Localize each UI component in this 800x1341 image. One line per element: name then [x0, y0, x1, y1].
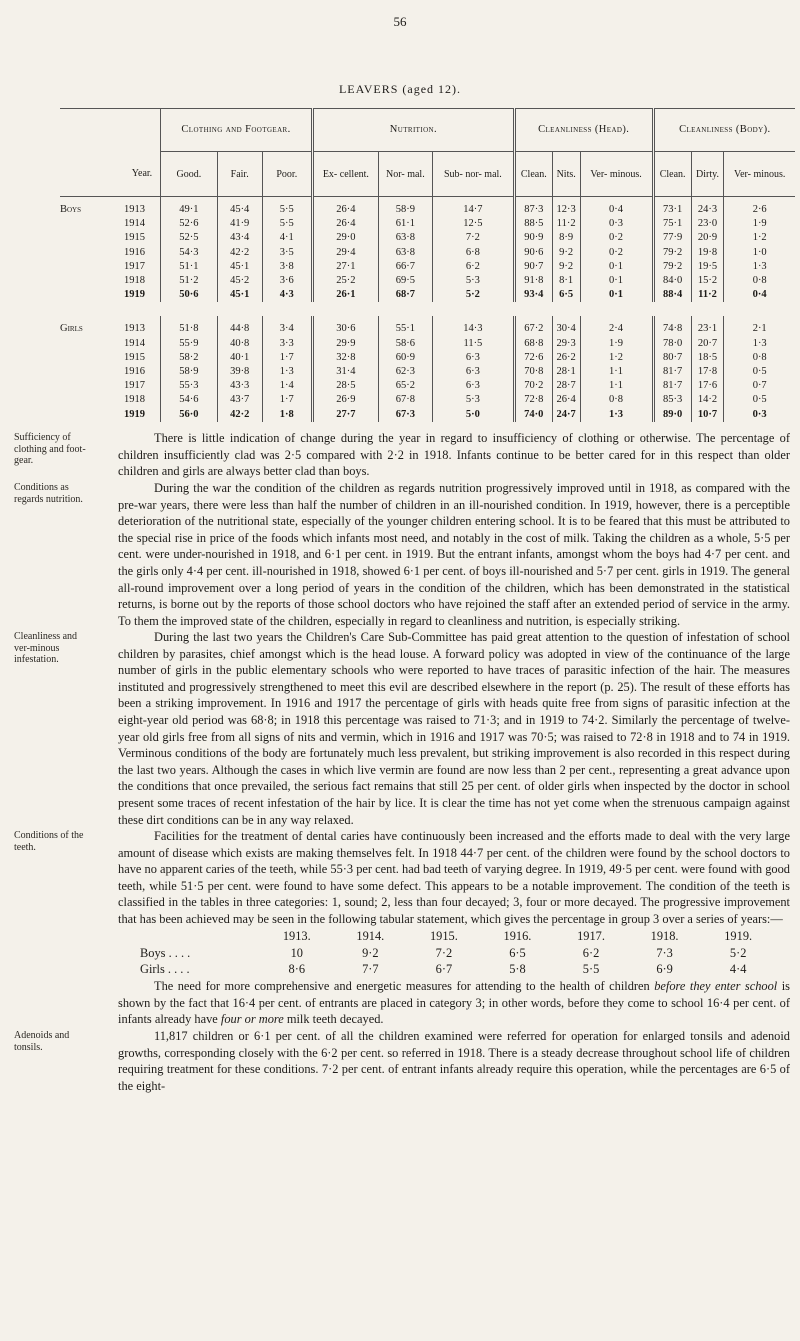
value-cell: 45·2: [217, 274, 262, 288]
year-cell: 1914: [124, 218, 145, 230]
column-header-fair: Fair.: [217, 152, 262, 197]
value-cell: 0·2: [580, 231, 653, 245]
value-cell: 51·8: [161, 316, 218, 336]
teeth-value-cell: 6·5: [509, 945, 526, 960]
margin-note-clothing: Sufficiency of clothing and foot-gear.: [14, 432, 86, 466]
emphasis-span: before they enter school: [654, 979, 778, 993]
value-cell: 29·0: [313, 231, 379, 245]
value-cell: 11·2: [691, 288, 724, 302]
value-cell: 70·2: [514, 379, 552, 393]
value-cell: 87·3: [514, 197, 552, 218]
value-cell: 20·7: [691, 337, 724, 351]
value-cell: 5·2: [432, 288, 514, 302]
corner-cell: [60, 109, 161, 152]
table-title: LEAVERS (aged 12).: [338, 82, 462, 96]
value-cell: 27·7: [313, 408, 379, 422]
text-span: milk teeth decayed.: [283, 1012, 384, 1027]
value-cell: 28·5: [313, 379, 379, 393]
teeth-value-cell: 5·8: [509, 962, 526, 977]
value-cell: 28·7: [552, 379, 580, 393]
section-spacer: [60, 302, 795, 316]
value-cell: 68·8: [514, 337, 552, 351]
table-row: [60, 260, 795, 274]
value-cell: 90·7: [514, 260, 552, 274]
row-group-blank: [60, 217, 124, 231]
teeth-year-header: 1915.: [429, 929, 458, 943]
year-cell: 1916: [124, 246, 145, 258]
row-group-blank: [60, 337, 124, 351]
paragraph-entrants: [118, 978, 790, 1028]
value-cell: 45·1: [217, 260, 262, 274]
value-cell: 45·1: [217, 288, 262, 302]
year-cell: 1913: [124, 204, 145, 215]
teeth-value-cell: 4·4: [729, 962, 747, 977]
value-cell: 3·6: [262, 274, 312, 288]
column-header-year: Year.: [124, 152, 161, 197]
teeth-value-cell: 9·2: [362, 945, 379, 960]
column-header-good: Good.: [161, 152, 218, 197]
value-cell: 6·3: [432, 365, 514, 379]
year-cell: 1919: [124, 289, 145, 301]
group-header-nutrition: Nutrition.: [313, 109, 515, 152]
value-cell: 24·3: [691, 197, 724, 218]
value-cell: 4·3: [262, 288, 312, 302]
row-group-blank: [60, 408, 124, 422]
teeth-corner-cell: [140, 928, 260, 945]
value-cell: 26·1: [313, 288, 379, 302]
value-cell: 91·8: [514, 274, 552, 288]
teeth-year-header: 1914.: [356, 929, 385, 943]
leavers-table: [60, 108, 795, 422]
value-cell: 11·2: [552, 217, 580, 231]
value-cell: 6·8: [432, 246, 514, 260]
value-cell: 1·9: [580, 337, 653, 351]
page-number: 56: [393, 14, 407, 29]
teeth-row-label: Girls . . . .: [140, 962, 190, 977]
table-row: [60, 316, 795, 336]
teeth-value-cell: 7·2: [435, 945, 453, 960]
value-cell: 4·1: [262, 231, 312, 245]
value-cell: 51·1: [161, 260, 218, 274]
teeth-value-cell: 7·7: [362, 962, 379, 977]
value-cell: 28·1: [552, 365, 580, 379]
text-span: is shown by the fact that 16·4 per cent. of entrants are placed in category 3; in other words, before they come to school 16·4 per cent. of infants already have: [118, 979, 790, 1027]
table-row: [60, 351, 795, 365]
group-header-body: Cleanliness (Body).: [653, 109, 795, 152]
value-cell: 26·4: [552, 393, 580, 407]
value-cell: 50·6: [161, 288, 218, 302]
teeth-year-header: 1919.: [724, 929, 753, 943]
value-cell: 29·9: [313, 337, 379, 351]
value-cell: 80·7: [653, 351, 691, 365]
value-cell: 26·4: [313, 217, 379, 231]
row-group-blank: [60, 231, 124, 245]
value-cell: 43·3: [217, 379, 262, 393]
margin-note-cleanliness: Cleanliness and ver-minous infestation.: [14, 631, 78, 665]
value-cell: 78·0: [653, 337, 691, 351]
group-header-head: Cleanliness (Head).: [514, 109, 653, 152]
value-cell: 58·9: [161, 365, 218, 379]
column-header-dirty: Dirty.: [691, 152, 724, 197]
year-cell: 1915: [124, 351, 145, 363]
value-cell: 5·0: [432, 408, 514, 422]
value-cell: 61·1: [378, 217, 432, 231]
teeth-year-header: 1913.: [282, 929, 311, 943]
value-cell: 12·3: [552, 197, 580, 218]
value-cell: 1·2: [724, 231, 795, 245]
value-cell: 72·8: [514, 393, 552, 407]
value-cell: 5·3: [432, 393, 514, 407]
year-cell: 1913: [124, 323, 145, 335]
value-cell: 43·7: [217, 393, 262, 407]
value-cell: 23·1: [691, 316, 724, 336]
value-cell: 1·4: [262, 379, 312, 393]
year-cell: 1919: [124, 408, 145, 420]
value-cell: 1·9: [724, 217, 795, 231]
row-group-blank: [60, 393, 124, 407]
value-cell: 41·9: [217, 217, 262, 231]
value-cell: 55·3: [161, 379, 218, 393]
value-cell: 74·0: [514, 408, 552, 422]
value-cell: 3·8: [262, 260, 312, 274]
table-body: [60, 197, 795, 422]
value-cell: 0·2: [580, 246, 653, 260]
value-cell: 40·1: [217, 351, 262, 365]
column-header-poor: Poor.: [262, 152, 312, 197]
value-cell: 0·1: [580, 274, 653, 288]
teeth-row: [140, 945, 775, 962]
teeth-value-cell: 6·9: [656, 962, 673, 977]
value-cell: 90·9: [514, 231, 552, 245]
value-cell: 0·8: [724, 274, 795, 288]
value-cell: 69·5: [378, 274, 432, 288]
teeth-value-cell: 10: [290, 945, 303, 960]
year-cell: 1917: [124, 260, 145, 272]
value-cell: 45·4: [217, 197, 262, 218]
value-cell: 0·1: [580, 260, 653, 274]
value-cell: 3·3: [262, 337, 312, 351]
value-cell: 8·1: [552, 274, 580, 288]
column-header-body-clean: Clean.: [653, 152, 691, 197]
value-cell: 90·6: [514, 246, 552, 260]
value-cell: 30·4: [552, 316, 580, 336]
text-span: The need for more comprehensive and energetic measures for attending to the health of children: [154, 979, 655, 993]
value-cell: 1·3: [580, 408, 653, 422]
emphasis-span: four or more: [220, 1012, 284, 1027]
value-cell: 14·7: [432, 197, 514, 218]
table-row: [60, 197, 795, 218]
value-cell: 1·7: [262, 351, 312, 365]
value-cell: 74·8: [653, 316, 691, 336]
value-cell: 85·3: [653, 393, 691, 407]
row-group-blank: [60, 379, 124, 393]
table-row: [60, 246, 795, 260]
year-cell: 1918: [124, 275, 145, 287]
value-cell: 67·8: [378, 393, 432, 407]
value-cell: 2·6: [724, 197, 795, 218]
year-cell: 1917: [124, 380, 145, 392]
value-cell: 40·8: [217, 337, 262, 351]
table-row: [60, 231, 795, 245]
table-row: [60, 337, 795, 351]
value-cell: 32·8: [313, 351, 379, 365]
value-cell: 5·5: [262, 197, 312, 218]
value-cell: 6·2: [432, 260, 514, 274]
value-cell: 70·8: [514, 365, 552, 379]
value-cell: 52·5: [161, 231, 218, 245]
column-header-normal: Nor- mal.: [378, 152, 432, 197]
teeth-row: [140, 961, 775, 978]
value-cell: 81·7: [653, 379, 691, 393]
year-cell: 1914: [124, 337, 145, 349]
value-cell: 17·8: [691, 365, 724, 379]
table-row: [60, 217, 795, 231]
value-cell: 18·5: [691, 351, 724, 365]
row-group-blank: [60, 351, 124, 365]
value-cell: 27·1: [313, 260, 379, 274]
value-cell: 26·2: [552, 351, 580, 365]
value-cell: 55·1: [378, 316, 432, 336]
value-cell: 79·2: [653, 260, 691, 274]
teeth-row-label: Boys . . . .: [140, 945, 191, 960]
table-row: [60, 274, 795, 288]
table-row: [60, 379, 795, 393]
value-cell: 10·7: [691, 408, 724, 422]
value-cell: 79·2: [653, 246, 691, 260]
table-row: [60, 365, 795, 379]
value-cell: 17·6: [691, 379, 724, 393]
value-cell: 3·4: [262, 316, 312, 336]
value-cell: 31·4: [313, 365, 379, 379]
value-cell: 60·9: [378, 351, 432, 365]
paragraph-teeth: Facilities for the treatment of dental caries have continuously been increased and the efforts made to deal with the very large amount of disease which exists are making themselves felt. In 1918 44·7 per cent. of the children were found by the school doctors to have no apparent caries of the teeth, while 55·3 per cent. had bad teeth of varying degree. In 1919, 49·5 per cent. were found with good teeth, while 51·5 per cent. were found to have some defect. This appears to be a notable improvement. The condition of the teeth is classified in the tables in three categories: 1, sound; 2, less than four decayed; 3, four or more decayed. The progressive improvement that has been achieved may be seen in the following tabular statement, which gives the percentage in group 3 over a series of years:—: [118, 829, 790, 926]
teeth-value-cell: 8·6: [288, 962, 306, 977]
row-group-blank: [60, 260, 124, 274]
value-cell: 0·3: [580, 217, 653, 231]
paragraph-nutrition: During the war the condition of the children as regards nutrition progressively improved until in 1918, as compared with the pre-war years, there were less than half the number of children in an ill-nourished condition. In 1919, however, there is a perceptible deterioration of the nutritional state, especially of the younger children entering school. It is to be feared that this must be attributed to the special rise in price of the foods which infants most need, and notably in the cost of milk. Taking the children as a whole, 5·5 per cent. were under-nourished in 1918, and 6·1 per cent. in 1919. But the entrant infants, amongst whom the boys had 4·7 per cent. and the girls only 4·4 per cent. ill-nourished in 1918, showed 6·1 per cent. of boys ill-nourished and 5·7 per cent. girls in 1919. The general all-round improvement over a long period of years in the condition of the children, which has been demonstrated in the statistical returns, is borne out by the reports of those school doctors who have rejoined the staff after an extended period of service in the army. To them the improved state of the children, especially in regard to cleanliness and nutrition, is especially striking.: [118, 481, 790, 628]
teeth-value-cell: 6·7: [435, 962, 453, 977]
value-cell: 89·0: [653, 408, 691, 422]
teeth-year-header: 1917.: [577, 929, 605, 943]
value-cell: 1·3: [724, 260, 795, 274]
value-cell: 77·9: [653, 231, 691, 245]
paragraph-adenoids: 11,817 children or 6·1 per cent. of all the children examined were referred for operation for enlarged tonsils and adenoid growths, corresponding closely with the 6·2 per cent. so referred in 1918. There is a steady decrease throughout school life of children requiring treatment for these conditions. 7·2 per cent. of entrant infants already require this operation, while the percentages are 6·5 of the eight-: [118, 1029, 790, 1093]
teeth-year-header: 1918.: [650, 929, 679, 943]
value-cell: 30·6: [313, 316, 379, 336]
value-cell: 19·8: [691, 246, 724, 260]
value-cell: 5·5: [262, 217, 312, 231]
value-cell: 73·1: [653, 197, 691, 218]
row-group-blank: [60, 246, 124, 260]
value-cell: 19·5: [691, 260, 724, 274]
value-cell: 42·2: [217, 408, 262, 422]
column-header-blank: [60, 152, 124, 197]
row-group-label: Girls: [60, 323, 83, 335]
value-cell: 0·8: [580, 393, 653, 407]
paragraph-cleanliness: During the last two years the Children's Care Sub-Committee has paid great attention to the question of infestation of school children by parasites, chief amongst which is the head louse. A forward policy was adopted in view of the continuance of the large number of girls in the public elementary schools who were reported to have traces of parasitic infection of the hair. The measures instituted and progressively strengthened to meet this evil are described elsewhere in the report (p. 25). The result of these efforts has been a striking improvement. In 1916 and 1917 the percentage of girls with heads quite free from signs of parasitic infection at the eight-year old period was 68·8; in 1918 this percentage was raised to 71·3; and in 1919 to 74·2. Similarly the percentage of twelve-year old girls free from all signs of nits and vermin, which in 1916 and 1917 was 70·5; was raised to 72·8 in 1918 and to 74 in 1919. Verminous conditions of the body are fortunately much less prevalent, but striking improvement is also recorded in this respect during the last two years. Although the cases in which live vermin are found are now less than 2 per cent., representing a great advance upon the conditions that once prevailed, the serious fact remains that still 25 per cent. of older girls when inspected by the doctor in school present some traces of recent infestation of the hair by lice. It is clear the time has not yet come when the strenuous campaign against these dirt conditions can be in any way relaxed.: [118, 630, 790, 827]
column-header-body-verminous: Ver- minous.: [724, 152, 795, 197]
value-cell: 0·5: [724, 365, 795, 379]
value-cell: 1·7: [262, 393, 312, 407]
row-group-blank: [60, 365, 124, 379]
column-header-excellent: Ex- cellent.: [313, 152, 379, 197]
spacer-cell: [60, 302, 795, 316]
value-cell: 14·3: [432, 316, 514, 336]
value-cell: 68·7: [378, 288, 432, 302]
value-cell: 66·7: [378, 260, 432, 274]
value-cell: 43·4: [217, 231, 262, 245]
value-cell: 23·0: [691, 217, 724, 231]
table-row: [60, 288, 795, 302]
column-header-head-clean: Clean.: [514, 152, 552, 197]
teeth-header-row: [140, 928, 775, 945]
value-cell: 1·3: [724, 337, 795, 351]
value-cell: 63·8: [378, 246, 432, 260]
value-cell: 24·7: [552, 408, 580, 422]
value-cell: 25·2: [313, 274, 379, 288]
value-cell: 52·6: [161, 217, 218, 231]
value-cell: 1·3: [262, 365, 312, 379]
value-cell: 62·3: [378, 365, 432, 379]
value-cell: 1·1: [580, 365, 653, 379]
value-cell: 6·5: [552, 288, 580, 302]
value-cell: 88·5: [514, 217, 552, 231]
value-cell: 14·2: [691, 393, 724, 407]
value-cell: 56·0: [161, 408, 218, 422]
value-cell: 0·3: [724, 408, 795, 422]
value-cell: 58·6: [378, 337, 432, 351]
group-header-clothing: Clothing and Footgear.: [161, 109, 313, 152]
value-cell: 72·6: [514, 351, 552, 365]
value-cell: 0·1: [580, 288, 653, 302]
value-cell: 0·7: [724, 379, 795, 393]
value-cell: 20·9: [691, 231, 724, 245]
value-cell: 3·5: [262, 246, 312, 260]
value-cell: 58·9: [378, 197, 432, 218]
value-cell: 54·6: [161, 393, 218, 407]
table-row: [60, 408, 795, 422]
year-cell: 1915: [124, 232, 145, 244]
value-cell: 26·9: [313, 393, 379, 407]
value-cell: 67·3: [378, 408, 432, 422]
value-cell: 12·5: [432, 217, 514, 231]
value-cell: 8·9: [552, 231, 580, 245]
value-cell: 39·8: [217, 365, 262, 379]
value-cell: 26·4: [313, 197, 379, 218]
value-cell: 2·4: [580, 316, 653, 336]
year-cell: 1918: [124, 394, 145, 406]
value-cell: 54·3: [161, 246, 218, 260]
teeth-table: [140, 928, 775, 978]
value-cell: 49·1: [161, 197, 218, 218]
value-cell: 11·5: [432, 337, 514, 351]
value-cell: 2·1: [724, 316, 795, 336]
teeth-value-cell: 5·2: [729, 945, 747, 960]
margin-note-nutrition: Conditions as regards nutrition.: [14, 482, 83, 505]
value-cell: 1·2: [580, 351, 653, 365]
value-cell: 0·4: [580, 197, 653, 218]
value-cell: 55·9: [161, 337, 218, 351]
teeth-value-cell: 7·3: [656, 945, 673, 960]
value-cell: 7·2: [432, 231, 514, 245]
column-header-nits: Nits.: [552, 152, 580, 197]
value-cell: 0·8: [724, 351, 795, 365]
row-group-blank: [60, 288, 124, 302]
column-header-head-verminous: Ver- minous.: [580, 152, 653, 197]
value-cell: 63·8: [378, 231, 432, 245]
value-cell: 1·0: [724, 246, 795, 260]
value-cell: 93·4: [514, 288, 552, 302]
value-cell: 29·3: [552, 337, 580, 351]
teeth-year-header: 1916.: [503, 929, 532, 943]
value-cell: 0·5: [724, 393, 795, 407]
column-header-subnormal: Sub- nor- mal.: [432, 152, 514, 197]
value-cell: 1·1: [580, 379, 653, 393]
margin-note-adenoids: Adenoids and tonsils.: [14, 1030, 70, 1053]
value-cell: 29·4: [313, 246, 379, 260]
row-group-blank: [60, 274, 124, 288]
value-cell: 6·3: [432, 379, 514, 393]
year-cell: 1916: [124, 366, 145, 378]
value-cell: 5·3: [432, 274, 514, 288]
value-cell: 58·2: [161, 351, 218, 365]
row-group-label: Boys: [60, 204, 82, 215]
value-cell: 0·4: [724, 288, 795, 302]
value-cell: 67·2: [514, 316, 552, 336]
value-cell: 1·8: [262, 408, 312, 422]
teeth-value-cell: 6·2: [582, 945, 600, 960]
value-cell: 84·0: [653, 274, 691, 288]
value-cell: 9·2: [552, 246, 580, 260]
value-cell: 88·4: [653, 288, 691, 302]
value-cell: 81·7: [653, 365, 691, 379]
paragraph-clothing: There is little indication of change during the year in regard to insufficiency of clothing or otherwise. The percentage of children insufficiently clad was 2·5 compared with 2·2 in 1918. Infants continue to be better cared for in this respect than older children and girls are always better clad than boys.: [118, 431, 790, 479]
value-cell: 42·2: [217, 246, 262, 260]
value-cell: 75·1: [653, 217, 691, 231]
value-cell: 51·2: [161, 274, 218, 288]
value-cell: 9·2: [552, 260, 580, 274]
value-cell: 6·3: [432, 351, 514, 365]
value-cell: 44·8: [217, 316, 262, 336]
table-row: [60, 393, 795, 407]
value-cell: 15·2: [691, 274, 724, 288]
margin-note-teeth: Conditions of the teeth.: [14, 830, 84, 853]
value-cell: 65·2: [378, 379, 432, 393]
teeth-value-cell: 5·5: [582, 962, 600, 977]
